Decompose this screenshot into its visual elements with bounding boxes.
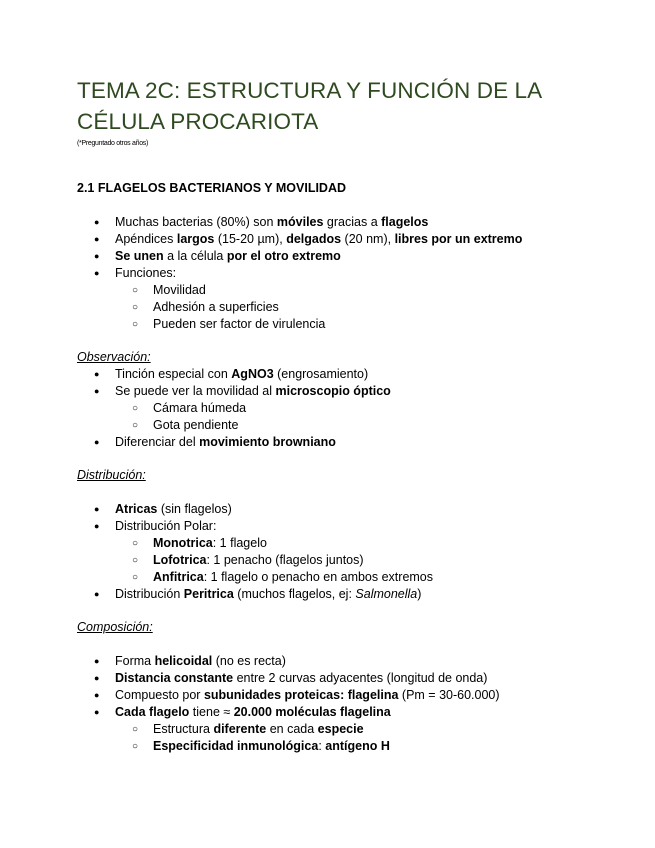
sublist-item: ○ Estructura diferente en cada especie xyxy=(115,721,617,738)
list-item: ● Cada flagelo tiene ≈ 20.000 moléculas flagelina ○ Estructura diferente en cada especie ○ Especificidad inmunológica: antígeno H xyxy=(77,704,617,755)
document-title xyxy=(77,75,617,137)
flagellin-sublist xyxy=(115,721,617,755)
composition-heading: Composición: xyxy=(77,620,153,634)
observation-sublist xyxy=(115,400,617,434)
list-item: ● Tinción especial con AgNO3 (engrosamiento) xyxy=(77,366,617,383)
functions-sublist xyxy=(115,282,617,333)
sublist-item: ○ Anfitrica: 1 flagelo o penacho en ambos extremos xyxy=(115,569,617,586)
observation-list xyxy=(77,366,617,451)
section-title: 2.1 FLAGELOS BACTERIANOS Y MOVILIDAD xyxy=(77,181,347,195)
list-item: ● Muchas bacterias (80%) son móviles gracias a flagelos xyxy=(77,214,617,231)
document-page xyxy=(77,75,617,755)
list-item: ● Compuesto por subunidades proteicas: flagelina (Pm = 30-60.000) xyxy=(77,687,617,704)
list-item: ● Forma helicoidal (no es recta) xyxy=(77,653,617,670)
sublist-item: ○ Lofotrica: 1 penacho (flagelos juntos) xyxy=(115,552,617,569)
title-line-1: TEMA 2C: ESTRUCTURA Y FUNCIÓN DE LA xyxy=(77,78,543,103)
distribution-list xyxy=(77,501,617,603)
list-item: ● Se unen a la célula por el otro extremo xyxy=(77,248,617,265)
list-item: ● Atricas (sin flagelos) xyxy=(77,501,617,518)
list-item: ● Distribución Polar: ○ Monotrica: 1 flagelo ○ Lofotrica: 1 penacho (flagelos juntos) ○ Anfitrica: 1 flagelo o penacho en ambos extremos xyxy=(77,518,617,586)
intro-list xyxy=(77,214,617,333)
sublist-item: ○ Cámara húmeda xyxy=(115,400,617,417)
composition-list xyxy=(77,653,617,755)
list-item: ● Diferenciar del movimiento browniano xyxy=(77,434,617,451)
list-item: ● Distribución Peritrica (muchos flagelos, ej: Salmonella) xyxy=(77,586,617,603)
polar-sublist xyxy=(115,535,617,586)
list-item: ● Funciones: ○ Movilidad ○ Adhesión a superficies ○ Pueden ser factor de virulencia xyxy=(77,265,617,333)
asked-note: (*Preguntado otros años) xyxy=(77,140,149,147)
sublist-item: ○ Pueden ser factor de virulencia xyxy=(115,316,617,333)
list-item: ● Apéndices largos (15-20 µm), delgados (20 nm), libres por un extremo xyxy=(77,231,617,248)
observation-heading: Observación: xyxy=(77,350,151,364)
sublist-item: ○ Monotrica: 1 flagelo xyxy=(115,535,617,552)
distribution-heading: Distribución: xyxy=(77,468,146,482)
title-line-2: CÉLULA PROCARIOTA xyxy=(77,109,319,134)
list-item: ● Se puede ver la movilidad al microscopio óptico ○ Cámara húmeda ○ Gota pendiente xyxy=(77,383,617,434)
sublist-item: ○ Movilidad xyxy=(115,282,617,299)
sublist-item: ○ Adhesión a superficies xyxy=(115,299,617,316)
list-item: ● Distancia constante entre 2 curvas adyacentes (longitud de onda) xyxy=(77,670,617,687)
sublist-item: ○ Gota pendiente xyxy=(115,417,617,434)
sublist-item: ○ Especificidad inmunológica: antígeno H xyxy=(115,738,617,755)
